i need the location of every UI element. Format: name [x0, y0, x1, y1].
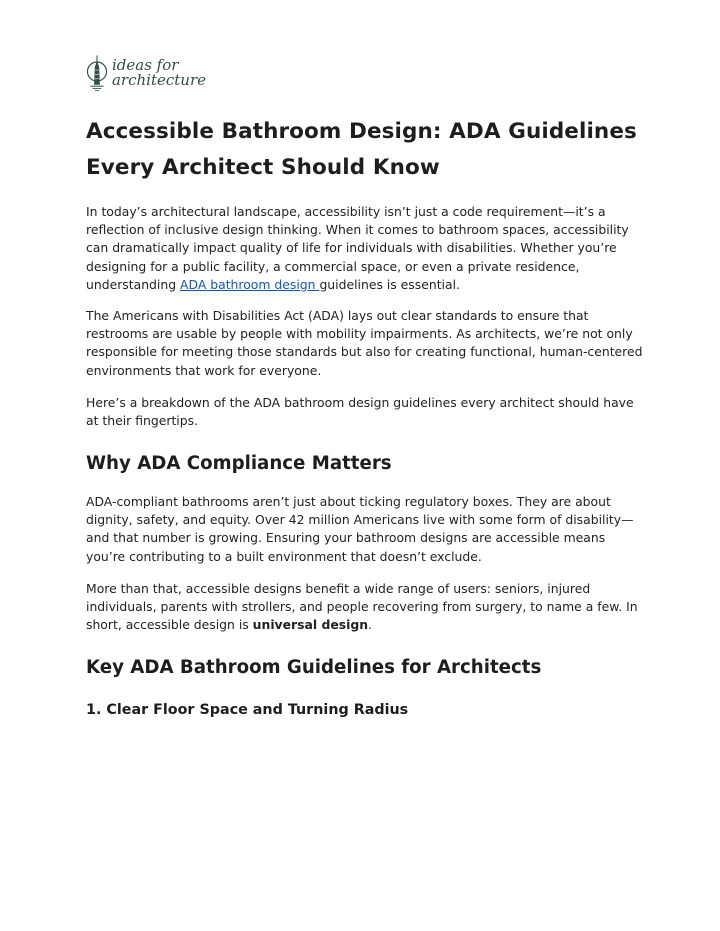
logo	[86, 46, 206, 100]
intro-paragraph-3: Here’s a breakdown of the ADA bathroom design guidelines every architect should have at their fingertips.	[86, 395, 634, 429]
section-heading-why-ada: Why ADA Compliance Matters	[86, 453, 392, 474]
section1-paragraph-1: ADA-compliant bathrooms aren’t just about ticking regulatory boxes. They are about dignity, safety, and equity. Over 42 million Americans live with some form of disability—and that number is growing. Ensuring your bathroom designs are accessible means you’re contributing to a built environment that doesn’t exclude.	[86, 494, 634, 564]
intro-paragraph-2: The Americans with Disabilities Act (ADA) lays out clear standards to ensure that restrooms are usable by people with mobility impairments. As architects, we’re not only responsible for meeting those standards but also for creating functional, human-centered environments that work for everyone.	[86, 308, 643, 378]
universal-design-emphasis: universal design	[252, 617, 369, 633]
section1-p2-text-after: .	[368, 617, 372, 633]
logo-line-2: architecture	[111, 71, 206, 89]
intro-p1-text-after: guidelines is essential.	[319, 276, 460, 292]
tower-logo-icon	[86, 47, 108, 99]
ada-bathroom-design-link[interactable]: ADA bathroom design	[180, 276, 320, 292]
page-title: Accessible Bathroom Design: ADA Guidelines Every Architect Should Know	[86, 119, 637, 180]
section-heading-key-guidelines: Key ADA Bathroom Guidelines for Architects	[86, 657, 542, 678]
subheading-clear-floor-space: 1. Clear Floor Space and Turning Radius	[86, 702, 409, 718]
section1-paragraph-2	[86, 580, 646, 635]
intro-p1-text-before: In today’s architectural landscape, accessibility isn’t just a code requirement—it’s a reflection of inclusive design thinking. When it comes to bathroom spaces, accessibility can dramatically impact quality of life for individuals with disabilities. Whether you’re designing for a public facility, a commercial space, or even a private residence, understanding	[86, 204, 629, 292]
section1-p2-text-before: More than that, accessible designs benefit a wide range of users: seniors, injured individuals, parents with strollers, and people recovering from surgery, to name a few. In short, accessible design is	[86, 581, 638, 633]
logo-text	[112, 58, 206, 88]
logo-line-1: ideas for	[111, 56, 179, 74]
intro-paragraph-1	[86, 203, 646, 294]
